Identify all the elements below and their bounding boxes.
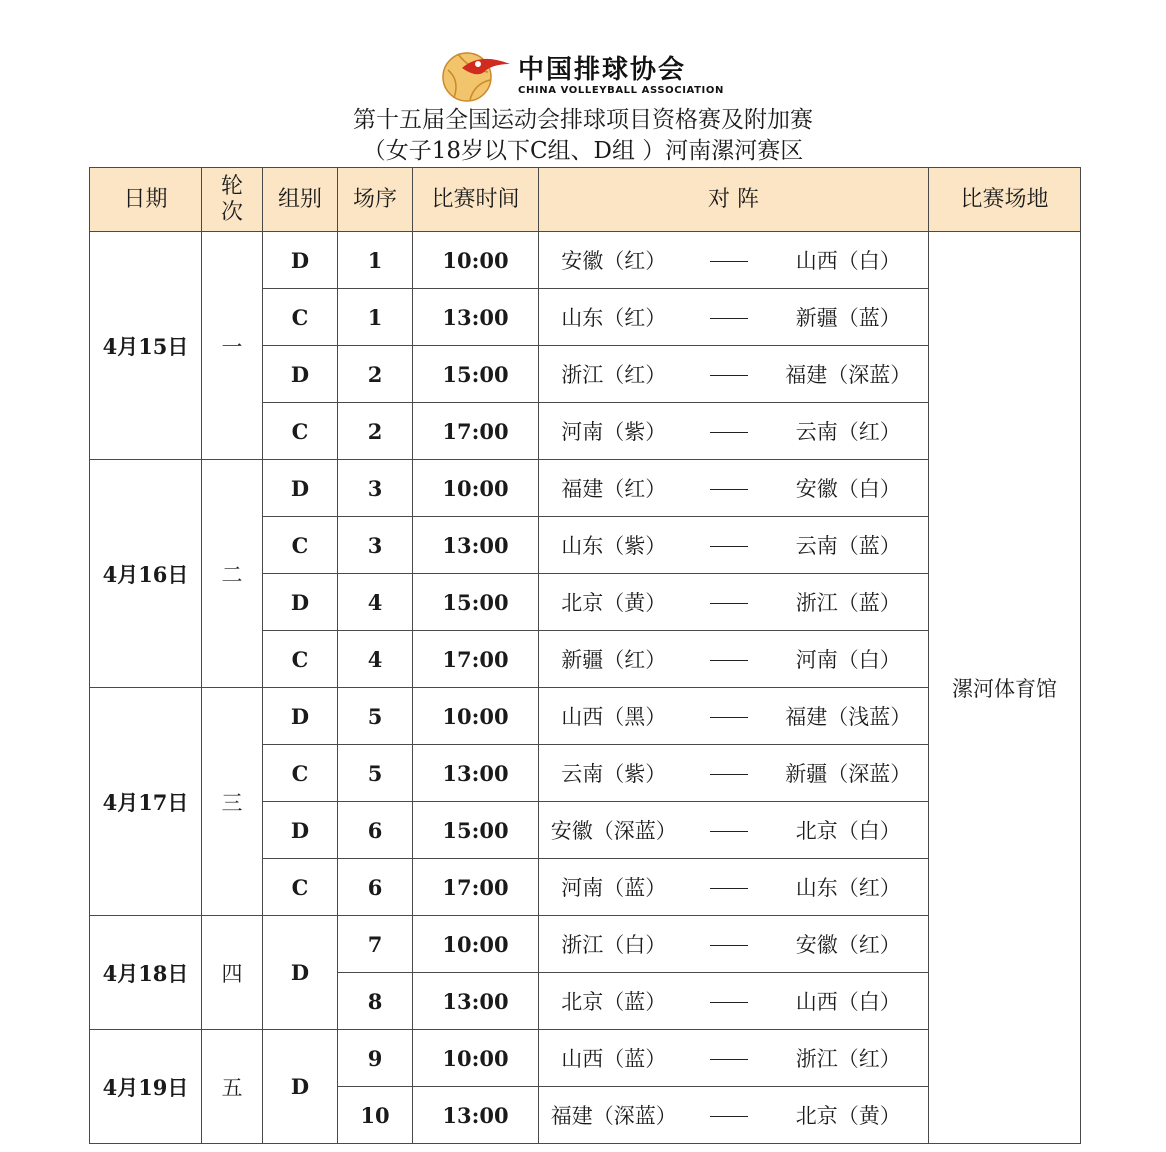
match-no-cell: 6 bbox=[338, 859, 413, 916]
away-team: 山西（白） bbox=[795, 990, 901, 1014]
match-no-cell: 5 bbox=[338, 688, 413, 745]
versus-dash bbox=[689, 476, 769, 500]
versus-dash-line bbox=[710, 1059, 748, 1060]
away-team: 福建（深蓝） bbox=[785, 363, 912, 387]
date-cell: 4月18日 bbox=[90, 916, 202, 1030]
group-cell: D bbox=[263, 460, 338, 517]
matchup bbox=[539, 1030, 928, 1086]
group-cell: C bbox=[263, 403, 338, 460]
round-cell: 五 bbox=[202, 1030, 263, 1144]
away-team: 山东（红） bbox=[795, 876, 901, 900]
versus-dash bbox=[689, 419, 769, 443]
versus-dash bbox=[689, 704, 769, 728]
away-team: 浙江（蓝） bbox=[795, 591, 901, 615]
time-cell: 13:00 bbox=[413, 745, 539, 802]
time-cell: 13:00 bbox=[413, 289, 539, 346]
away-team: 北京（黄） bbox=[795, 1104, 901, 1128]
matchup-cell bbox=[539, 973, 929, 1030]
header-group: 组别 bbox=[263, 168, 338, 232]
matchup-cell bbox=[539, 460, 929, 517]
matchup-cell bbox=[539, 517, 929, 574]
versus-dash-line bbox=[710, 546, 748, 547]
away-team: 新疆（深蓝） bbox=[785, 762, 912, 786]
matchup bbox=[539, 859, 928, 915]
home-team: 山东（红） bbox=[561, 306, 667, 330]
matchup bbox=[539, 1087, 928, 1143]
group-cell: D bbox=[263, 688, 338, 745]
time-cell: 13:00 bbox=[413, 517, 539, 574]
versus-dash bbox=[689, 305, 769, 329]
versus-dash-line bbox=[710, 375, 748, 376]
match-no-cell: 2 bbox=[338, 403, 413, 460]
matchup-cell bbox=[539, 346, 929, 403]
matchup-cell bbox=[539, 802, 929, 859]
versus-dash-line bbox=[710, 831, 748, 832]
matchup bbox=[539, 802, 928, 858]
group-cell: C bbox=[263, 745, 338, 802]
schedule-body bbox=[90, 232, 1081, 1144]
header-matchup: 对 阵 bbox=[539, 168, 929, 232]
time-cell: 15:00 bbox=[413, 574, 539, 631]
group-cell: D bbox=[263, 1030, 338, 1144]
away-team: 新疆（蓝） bbox=[795, 306, 901, 330]
group-cell: D bbox=[263, 574, 338, 631]
versus-dash-line bbox=[710, 660, 748, 661]
match-no-cell: 4 bbox=[338, 574, 413, 631]
header-round-bottom: 次 bbox=[220, 199, 243, 225]
home-team: 山西（黑） bbox=[561, 705, 667, 729]
header-match-no: 场序 bbox=[338, 168, 413, 232]
matchup bbox=[539, 460, 928, 516]
time-cell: 10:00 bbox=[413, 1030, 539, 1087]
away-team: 浙江（红） bbox=[795, 1047, 901, 1071]
matchup-cell bbox=[539, 916, 929, 973]
matchup bbox=[539, 403, 928, 459]
versus-dash bbox=[689, 1103, 769, 1127]
versus-dash bbox=[689, 647, 769, 671]
match-no-cell: 9 bbox=[338, 1030, 413, 1087]
home-team: 安徽（深蓝） bbox=[550, 819, 677, 843]
versus-dash bbox=[689, 932, 769, 956]
versus-dash-line bbox=[710, 945, 748, 946]
versus-dash-line bbox=[710, 888, 748, 889]
association-logo bbox=[440, 50, 724, 102]
versus-dash-line bbox=[710, 261, 748, 262]
matchup bbox=[539, 688, 928, 744]
versus-dash bbox=[689, 362, 769, 386]
time-cell: 17:00 bbox=[413, 403, 539, 460]
match-no-cell: 7 bbox=[338, 916, 413, 973]
group-cell: C bbox=[263, 517, 338, 574]
matchup-cell bbox=[539, 688, 929, 745]
matchup bbox=[539, 289, 928, 345]
logo-name-en: CHINA VOLLEYBALL ASSOCIATION bbox=[518, 85, 724, 96]
matchup-cell bbox=[539, 232, 929, 289]
round-cell: 二 bbox=[202, 460, 263, 688]
versus-dash-line bbox=[710, 717, 748, 718]
away-team: 山西（白） bbox=[795, 249, 901, 273]
versus-dash-line bbox=[710, 489, 748, 490]
group-cell: C bbox=[263, 859, 338, 916]
match-no-cell: 1 bbox=[338, 289, 413, 346]
versus-dash bbox=[689, 248, 769, 272]
time-cell: 15:00 bbox=[413, 802, 539, 859]
header-time: 比赛时间 bbox=[413, 168, 539, 232]
versus-dash-line bbox=[710, 774, 748, 775]
group-cell: D bbox=[263, 232, 338, 289]
away-team: 河南（白） bbox=[795, 648, 901, 672]
away-team: 安徽（白） bbox=[795, 477, 901, 501]
versus-dash bbox=[689, 818, 769, 842]
matchup-cell bbox=[539, 745, 929, 802]
matchup-cell bbox=[539, 403, 929, 460]
time-cell: 15:00 bbox=[413, 346, 539, 403]
matchup bbox=[539, 346, 928, 402]
home-team: 河南（蓝） bbox=[561, 876, 667, 900]
matchup bbox=[539, 916, 928, 972]
group-cell: D bbox=[263, 802, 338, 859]
time-cell: 10:00 bbox=[413, 916, 539, 973]
table-row bbox=[90, 232, 1081, 289]
logo-name-cn: 中国排球协会 bbox=[518, 55, 687, 85]
home-team: 河南（紫） bbox=[561, 420, 667, 444]
match-no-cell: 8 bbox=[338, 973, 413, 1030]
match-no-cell: 3 bbox=[338, 460, 413, 517]
header-round-top: 轮 bbox=[220, 173, 243, 199]
time-cell: 13:00 bbox=[413, 973, 539, 1030]
versus-dash-line bbox=[710, 432, 748, 433]
group-cell: D bbox=[263, 346, 338, 403]
home-team: 北京（黄） bbox=[561, 591, 667, 615]
matchup bbox=[539, 517, 928, 573]
away-team: 云南（蓝） bbox=[795, 534, 901, 558]
volleyball-logo-icon bbox=[440, 50, 500, 102]
versus-dash bbox=[689, 533, 769, 557]
matchup-cell bbox=[539, 1030, 929, 1087]
home-team: 北京（蓝） bbox=[561, 990, 667, 1014]
away-team: 北京（白） bbox=[795, 819, 901, 843]
time-cell: 10:00 bbox=[413, 688, 539, 745]
header-round bbox=[202, 168, 263, 232]
matchup bbox=[539, 745, 928, 801]
home-team: 山东（紫） bbox=[561, 534, 667, 558]
matchup bbox=[539, 973, 928, 1029]
time-cell: 17:00 bbox=[413, 631, 539, 688]
home-team: 新疆（红） bbox=[561, 648, 667, 672]
home-team: 浙江（红） bbox=[561, 363, 667, 387]
match-no-cell: 6 bbox=[338, 802, 413, 859]
matchup bbox=[539, 232, 928, 288]
away-team: 安徽（红） bbox=[795, 933, 901, 957]
round-cell: 一 bbox=[202, 232, 263, 460]
home-team: 云南（紫） bbox=[561, 762, 667, 786]
group-cell: C bbox=[263, 289, 338, 346]
home-team: 福建（红） bbox=[561, 477, 667, 501]
matchup-cell bbox=[539, 574, 929, 631]
versus-dash-line bbox=[710, 1116, 748, 1117]
home-team: 山西（蓝） bbox=[561, 1047, 667, 1071]
time-cell: 17:00 bbox=[413, 859, 539, 916]
time-cell: 13:00 bbox=[413, 1087, 539, 1144]
table-header-row bbox=[90, 168, 1081, 232]
date-cell: 4月15日 bbox=[90, 232, 202, 460]
matchup-cell bbox=[539, 289, 929, 346]
venue-cell: 漯河体育馆 bbox=[929, 232, 1081, 1144]
versus-dash bbox=[689, 989, 769, 1013]
match-no-cell: 1 bbox=[338, 232, 413, 289]
versus-dash-line bbox=[710, 1002, 748, 1003]
versus-dash-line bbox=[710, 318, 748, 319]
versus-dash bbox=[689, 761, 769, 785]
home-team: 浙江（白） bbox=[561, 933, 667, 957]
home-team: 安徽（红） bbox=[561, 249, 667, 273]
header-venue: 比赛场地 bbox=[929, 168, 1081, 232]
document-subtitle: （女子18岁以下C组、D组 ）河南漯河赛区 bbox=[362, 138, 804, 164]
round-cell: 三 bbox=[202, 688, 263, 916]
round-cell: 四 bbox=[202, 916, 263, 1030]
away-team: 云南（红） bbox=[795, 420, 901, 444]
match-no-cell: 4 bbox=[338, 631, 413, 688]
date-cell: 4月16日 bbox=[90, 460, 202, 688]
time-cell: 10:00 bbox=[413, 460, 539, 517]
matchup bbox=[539, 631, 928, 687]
versus-dash bbox=[689, 590, 769, 614]
matchup-cell bbox=[539, 859, 929, 916]
matchup bbox=[539, 574, 928, 630]
matchup-cell bbox=[539, 631, 929, 688]
versus-dash bbox=[689, 875, 769, 899]
away-team: 福建（浅蓝） bbox=[785, 705, 912, 729]
match-no-cell: 5 bbox=[338, 745, 413, 802]
versus-dash bbox=[689, 1046, 769, 1070]
matchup-cell bbox=[539, 1087, 929, 1144]
header-date: 日期 bbox=[90, 168, 202, 232]
schedule-table bbox=[89, 167, 1081, 1144]
match-no-cell: 3 bbox=[338, 517, 413, 574]
home-team: 福建（深蓝） bbox=[550, 1104, 677, 1128]
match-no-cell: 2 bbox=[338, 346, 413, 403]
group-cell: C bbox=[263, 631, 338, 688]
date-cell: 4月19日 bbox=[90, 1030, 202, 1144]
match-no-cell: 10 bbox=[338, 1087, 413, 1144]
time-cell: 10:00 bbox=[413, 232, 539, 289]
date-cell: 4月17日 bbox=[90, 688, 202, 916]
document-title: 第十五届全国运动会排球项目资格赛及附加赛 bbox=[353, 107, 813, 133]
versus-dash-line bbox=[710, 603, 748, 604]
group-cell: D bbox=[263, 916, 338, 1030]
